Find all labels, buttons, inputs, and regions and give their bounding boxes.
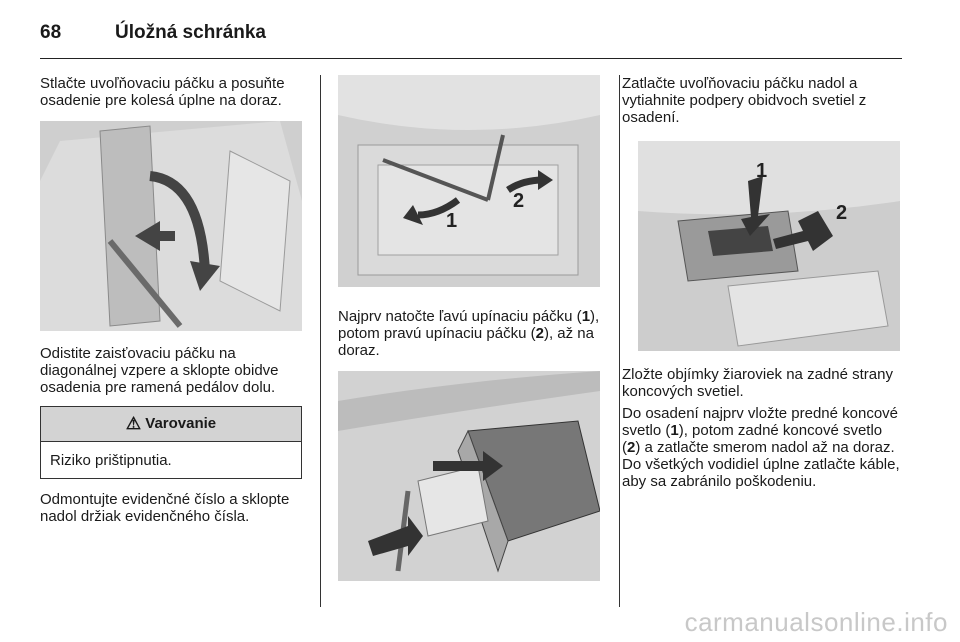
warning-text: Riziko prištipnutia. [50,452,172,469]
page-header [40,18,902,59]
page-title: Úložná schránka [115,22,266,43]
clamp-levers-illustration [338,75,600,287]
column-1 [40,75,302,525]
light-carrier-illustration [338,371,600,581]
warning-header [41,407,301,442]
instruction-text: Zatlačte uvoľňovaciu páčku nadol a vytiahnite podpery obidvoch svetiel z osadení. [622,75,867,126]
page-number: 68 [40,22,62,43]
wheel-holder-illustration [40,121,302,331]
column-divider [619,75,620,607]
watermark: carmanualsonline.info [684,607,948,637]
column-2 [338,75,600,581]
warning-title: Varovanie [145,415,217,432]
instruction-text: Odistite zaisťovaciu páčku na diagonálnej vzpere a sklopte obidve osadenia pre ramená pedálov dolu. [40,345,279,396]
instruction-text: Zložte objímky žiaroviek na zadné strany koncových svetiel. [622,366,893,400]
instruction-text: Najprv natočte ľavú upínaciu páčku (1), potom pravú upínaciu páčku (2), až na doraz. [338,308,600,359]
column-divider [320,75,321,607]
callout-1: 1 [756,160,768,182]
callout-2: 2 [513,190,525,212]
warning-icon: ⚠ [125,414,142,433]
callout-2: 2 [836,202,848,224]
instruction-text: Stlačte uvoľňovaciu páčku a posuňte osadenie pre kolesá úplne na doraz. [40,75,285,109]
instruction-text: Do osadení najprv vložte predné koncové svetlo (1), potom zadné koncové svetlo (2) a zatlačte smerom nadol až na doraz. Do všetkých vodidiel úplne zatlačte káble, aby sa zabránilo poškodeniu. [622,405,900,490]
callout-1: 1 [446,210,458,232]
column-3 [622,75,902,490]
warning-box [40,406,302,479]
instruction-text: Odmontujte evidenčné číslo a sklopte nadol držiak evidenčného čísla. [40,491,290,525]
light-support-illustration [638,141,900,351]
